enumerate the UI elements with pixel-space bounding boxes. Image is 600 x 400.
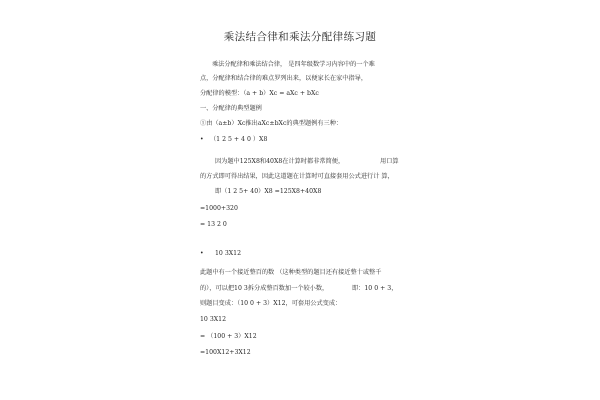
example-2-expression: 10 3X12 xyxy=(215,250,242,257)
section-subheading: ①由（a±b）Xc推出aXc±bXc的典型题例有三种： xyxy=(200,120,343,127)
example-2-step-0: 10 3X12 xyxy=(200,316,227,323)
intro-line-1: 乘法分配律和乘法结合律， 是四年级数学习内容中的一个难 xyxy=(212,61,375,68)
example-2-explain-1: 此题中有一个接近整百的数 （这种类型的题目还有接近整十或整千 xyxy=(200,269,382,276)
example-1-explain-1: 因为题中125X8和40X8在计算时都非常简便， xyxy=(215,158,345,165)
example-1-step-1: =1000+320 xyxy=(200,205,238,212)
example-1-step-2: = 13 2 0 xyxy=(200,221,227,228)
document-title: 乘法结合律和乘法分配律练习题 xyxy=(223,31,377,43)
section-heading: 一、分配律的典型题例 xyxy=(200,105,262,112)
example-1-explain-1b: 用口算 xyxy=(380,158,399,165)
example-2-explain-3: 则题目变成：（10 0 + 3）X12，可套用公式变成： xyxy=(200,300,342,307)
distributive-model: 分配律的模型：（a + b）Xc = aXc + bXc xyxy=(200,90,319,97)
example-1-step-0: 即（1 2 5+ 40）X8 =125X8+40X8 xyxy=(215,188,322,195)
intro-line-2: 点，分配律和结合律的难点罗列出来，以便家长在家中指导， xyxy=(200,75,368,82)
example-2-step-1: = （100 + 3）X12 xyxy=(200,333,257,340)
bullet-example-2: • xyxy=(200,250,204,257)
example-2-explain-2b: 即：10 0 + 3， xyxy=(352,285,398,292)
example-1-explain-2: 的方式即可得出结果，因此这道题在计算时可直接套用公式进行计 算， xyxy=(200,173,394,180)
example-2-step-2: =100X12+3X12 xyxy=(200,349,251,356)
example-2-explain-2: 的），可以把10 3拆分成整百数加一个较小数， xyxy=(200,285,329,292)
bullet-example-1: • xyxy=(200,136,204,143)
example-1-expression: （1 2 5 + 4 0 ）X8 xyxy=(210,136,268,143)
